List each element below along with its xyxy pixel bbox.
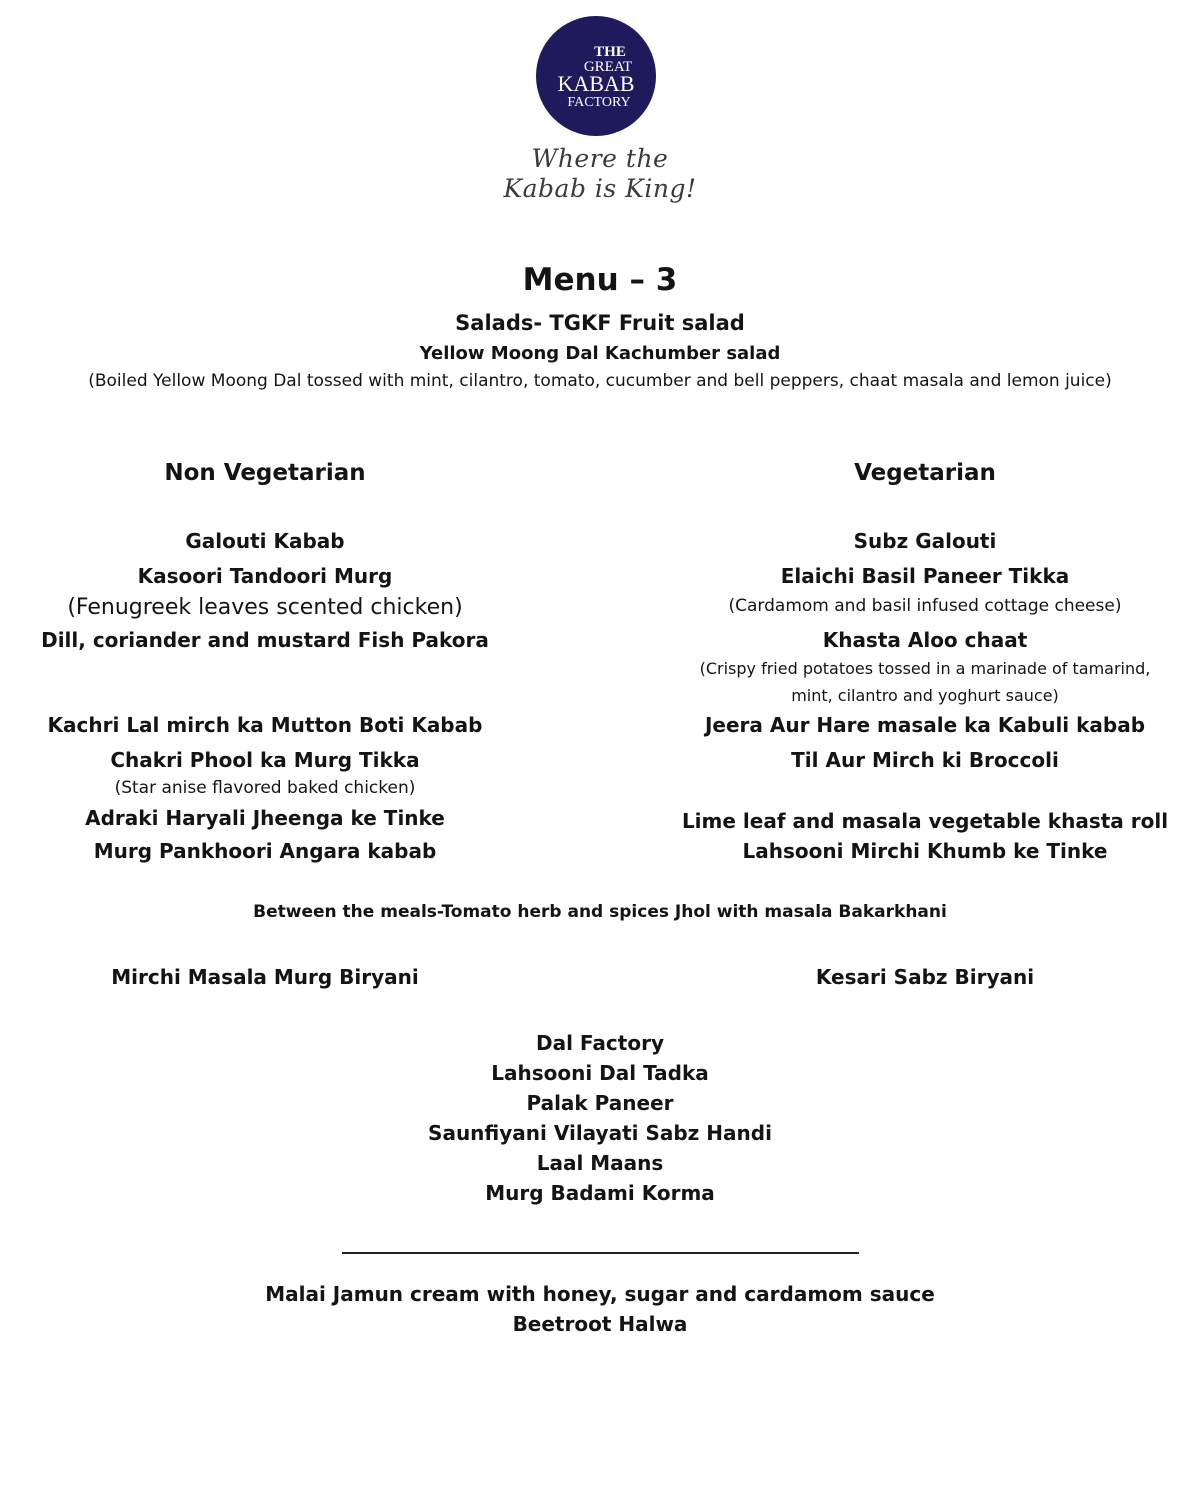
- veg-item: Jeera Aur Hare masale ka Kabuli kabab: [704, 713, 1146, 737]
- non-veg-item: Kasoori Tandoori Murg: [137, 564, 393, 588]
- veg-item: Lime leaf and masala vegetable khasta roll: [681, 809, 1169, 833]
- veg-item: Elaichi Basil Paneer Tikka: [780, 564, 1070, 588]
- veg-item-note: (Crispy fried potatoes tossed in a marinade of tamarind,: [699, 659, 1151, 678]
- veg-biryani: Kesari Sabz Biryani: [815, 965, 1035, 989]
- non-veg-item: Galouti Kabab: [185, 529, 345, 553]
- mains-item: Murg Badami Korma: [485, 1181, 715, 1205]
- brand-logo: [536, 16, 656, 136]
- non-veg-item: Chakri Phool ka Murg Tikka: [110, 748, 420, 772]
- menu-title: Menu – 3: [522, 262, 678, 298]
- dessert-item: Malai Jamun cream with honey, sugar and cardamom sauce: [265, 1282, 935, 1306]
- salads-line-1: Salads- TGKF Fruit salad: [455, 311, 745, 335]
- mains-item: Dal Factory: [536, 1031, 664, 1055]
- non-veg-item: Murg Pankhoori Angara kabab: [93, 839, 437, 863]
- veg-item-note: (Cardamom and basil infused cottage cheese): [728, 596, 1122, 616]
- salads-line-2: Yellow Moong Dal Kachumber salad: [419, 343, 781, 364]
- mains-item: Palak Paneer: [526, 1091, 674, 1115]
- tagline-line-2: Kabab is King!: [503, 174, 697, 203]
- tagline-line-1: Where the: [531, 144, 669, 173]
- logo-text-kabab: KABAB: [557, 71, 635, 96]
- veg-item-note: mint, cilantro and yoghurt sauce): [791, 686, 1059, 705]
- non-veg-item: Dill, coriander and mustard Fish Pakora: [41, 628, 489, 652]
- logo-text-factory: FACTORY: [567, 95, 631, 110]
- non-veg-item: Kachri Lal mirch ka Mutton Boti Kabab: [47, 713, 483, 737]
- mains-item: Lahsooni Dal Tadka: [491, 1061, 709, 1085]
- mains-item: Saunfiyani Vilayati Sabz Handi: [428, 1121, 772, 1145]
- non-veg-heading: Non Vegetarian: [164, 460, 366, 486]
- between-meals: Between the meals-Tomato herb and spices Jhol with masala Bakarkhani: [253, 902, 947, 922]
- dessert-item: Beetroot Halwa: [512, 1312, 688, 1336]
- veg-item: Subz Galouti: [853, 529, 997, 553]
- veg-heading: Vegetarian: [854, 460, 996, 486]
- veg-item: Khasta Aloo chaat: [822, 628, 1028, 652]
- mains-item: Laal Maans: [536, 1151, 664, 1175]
- non-veg-biryani: Mirchi Masala Murg Biryani: [111, 965, 419, 989]
- non-veg-item: Adraki Haryali Jheenga ke Tinke: [85, 806, 445, 830]
- section-divider: [342, 1252, 859, 1254]
- veg-item: Til Aur Mirch ki Broccoli: [791, 748, 1059, 772]
- logo-text-the: THE: [594, 44, 626, 60]
- logo-text-great: GREAT: [583, 59, 633, 75]
- non-veg-item-note: (Star anise flavored baked chicken): [114, 778, 416, 798]
- veg-item: Lahsooni Mirchi Khumb ke Tinke: [742, 839, 1108, 863]
- non-veg-item-note: (Fenugreek leaves scented chicken): [67, 595, 463, 620]
- salads-note: (Boiled Yellow Moong Dal tossed with mint, cilantro, tomato, cucumber and bell peppers, chaat masala and lemon juice): [88, 371, 1112, 391]
